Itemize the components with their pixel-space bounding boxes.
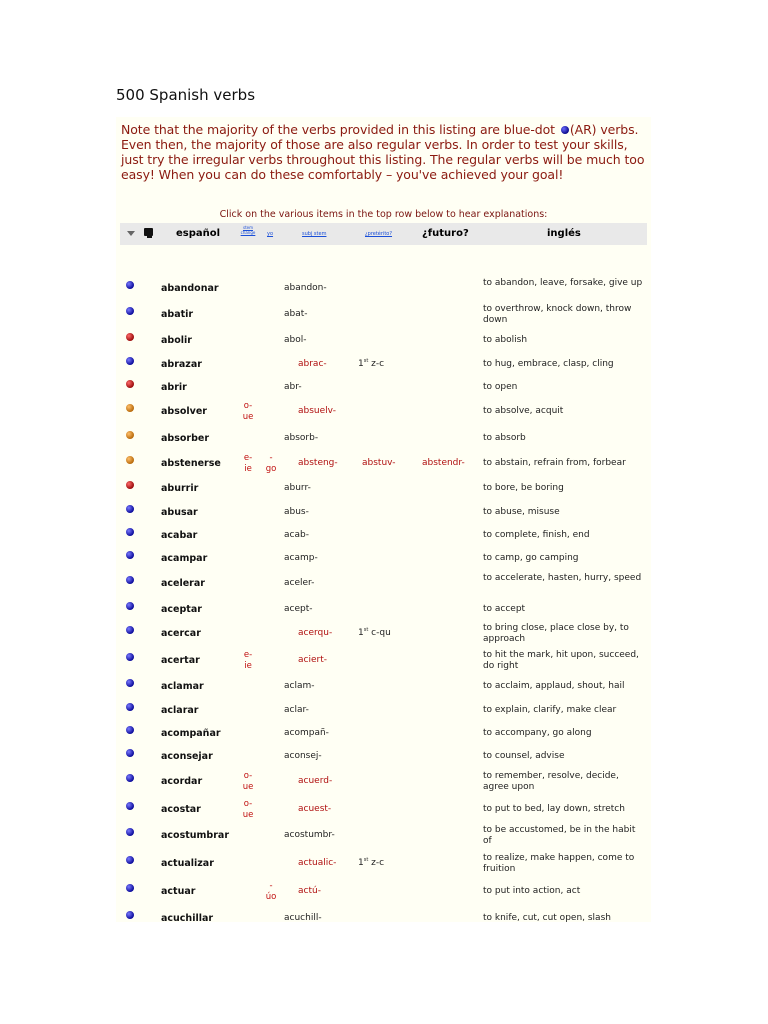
blue-dot-icon bbox=[126, 703, 134, 711]
english-meaning: to abuse, misuse bbox=[483, 507, 560, 517]
blue-dot-icon bbox=[126, 749, 134, 757]
header-subj-stem-link[interactable]: subj stem bbox=[302, 231, 327, 237]
verb-name[interactable]: acostumbrar bbox=[161, 830, 230, 841]
subj-stem: aceler- bbox=[284, 578, 315, 588]
verb-name[interactable]: actualizar bbox=[161, 858, 214, 869]
blue-dot-icon bbox=[126, 653, 134, 661]
table-row bbox=[120, 824, 647, 848]
english-meaning: to accept bbox=[483, 604, 526, 614]
red-dot-icon bbox=[126, 333, 134, 341]
table-row bbox=[120, 277, 647, 301]
english-meaning: to acclaim, applaud, shout, hail bbox=[483, 681, 625, 691]
future-stem: abstendr- bbox=[422, 458, 465, 468]
verb-name[interactable]: abrir bbox=[161, 382, 187, 393]
preterite-note: 1st z-c bbox=[358, 358, 385, 369]
preterite-stem: abstuv- bbox=[362, 458, 396, 468]
header-preterito-link[interactable]: ¿pretérito? bbox=[365, 231, 393, 237]
verb-name[interactable]: abrazar bbox=[161, 359, 202, 370]
verb-name[interactable]: absolver bbox=[161, 406, 207, 417]
english-meaning: to accompany, go along bbox=[483, 728, 592, 738]
subj-stem: absorb- bbox=[284, 433, 319, 443]
stem-change-line: e- bbox=[243, 453, 253, 463]
yo-form bbox=[265, 453, 277, 475]
english-meaning: to abstain, refrain from, forbear bbox=[483, 458, 626, 468]
stem-change bbox=[241, 799, 255, 821]
blue-dot-icon bbox=[126, 357, 134, 365]
subj-stem: abol- bbox=[284, 335, 307, 345]
stem-change bbox=[241, 401, 255, 423]
blue-dot-icon bbox=[126, 828, 134, 836]
blue-dot-icon bbox=[126, 911, 134, 919]
blue-dot-icon bbox=[126, 679, 134, 687]
monitor-icon[interactable] bbox=[144, 228, 153, 236]
table-row bbox=[120, 745, 647, 769]
ordinal-suffix: st bbox=[363, 627, 369, 633]
verb-name[interactable]: aburrir bbox=[161, 483, 199, 494]
note-text-after: (AR) verbs. Even then, the majority of those are also regular verbs. In order to test your skills, just try the irregular verbs throughout this listing. The regular verbs will be much too easy! When you can do these comfortably – you've achieved your goal! bbox=[121, 122, 645, 182]
verb-name[interactable]: aceptar bbox=[161, 604, 202, 615]
note-text-before: Note that the majority of the verbs provided in this listing are blue-dot bbox=[121, 122, 559, 137]
english-meaning: to knife, cut, cut open, slash bbox=[483, 913, 611, 923]
subj-stem: aciert- bbox=[298, 655, 327, 665]
yo-form-line: - bbox=[269, 881, 273, 891]
verb-name[interactable]: actuar bbox=[161, 886, 196, 897]
verb-name[interactable]: acelerar bbox=[161, 578, 205, 589]
ordinal-suffix: st bbox=[363, 358, 369, 364]
red-dot-icon bbox=[126, 380, 134, 388]
stem-change bbox=[241, 650, 255, 672]
subj-stem: absuelv- bbox=[298, 406, 336, 416]
table-row bbox=[120, 649, 647, 673]
subj-stem: abr- bbox=[284, 382, 302, 392]
verb-name[interactable]: acabar bbox=[161, 530, 198, 541]
blue-dot-icon bbox=[126, 505, 134, 513]
verb-name[interactable]: absorber bbox=[161, 433, 210, 444]
table-row bbox=[120, 907, 647, 931]
header-yo-link[interactable]: yo bbox=[267, 231, 274, 237]
english-meaning: to absorb bbox=[483, 433, 526, 443]
english-meaning: to absolve, acquit bbox=[483, 406, 564, 416]
yo-form-line: úo bbox=[265, 892, 277, 902]
table-row bbox=[120, 852, 647, 876]
table-row bbox=[120, 598, 647, 622]
subj-stem: acuerd- bbox=[298, 776, 333, 786]
english-meaning: to hit the mark, hit upon, succeed, do right bbox=[483, 650, 639, 671]
english-meaning: to camp, go camping bbox=[483, 553, 579, 563]
subj-stem: actú- bbox=[298, 886, 321, 896]
subj-stem: aclar- bbox=[284, 705, 309, 715]
ordinal-suffix: st bbox=[363, 857, 369, 863]
verb-listing-panel bbox=[116, 117, 651, 922]
english-meaning: to overthrow, knock down, throw down bbox=[483, 304, 632, 325]
subj-stem: acuest- bbox=[298, 804, 332, 814]
verb-name[interactable]: abusar bbox=[161, 507, 198, 518]
table-row bbox=[120, 477, 647, 501]
english-meaning: to abandon, leave, forsake, give up bbox=[483, 278, 643, 288]
table-row bbox=[120, 400, 647, 424]
subj-stem: acab- bbox=[284, 530, 309, 540]
blue-dot-icon bbox=[126, 281, 134, 289]
table-row bbox=[120, 303, 647, 327]
subj-stem: aclam- bbox=[284, 681, 315, 691]
english-meaning: to accelerate, hasten, hurry, speed bbox=[483, 573, 642, 583]
yo-form-line: - bbox=[269, 453, 273, 463]
preterite-note: 1st c-qu bbox=[358, 627, 391, 638]
blue-dot-icon bbox=[126, 626, 134, 634]
table-row bbox=[120, 547, 647, 571]
table-row bbox=[120, 798, 647, 822]
subj-stem: aburr- bbox=[284, 483, 311, 493]
subj-stem: acompañ- bbox=[284, 728, 329, 738]
english-meaning: to hug, embrace, clasp, cling bbox=[483, 359, 614, 369]
stem-change-line: ue bbox=[242, 810, 254, 820]
table-row bbox=[120, 622, 647, 646]
header-futuro[interactable]: ¿futuro? bbox=[422, 228, 469, 239]
english-meaning: to counsel, advise bbox=[483, 751, 565, 761]
subj-stem: abrac- bbox=[298, 359, 327, 369]
header-espanol[interactable]: español bbox=[176, 228, 221, 239]
subj-stem: actualic- bbox=[298, 858, 337, 868]
orange-dot-icon bbox=[126, 456, 134, 464]
blue-dot-icon bbox=[126, 856, 134, 864]
verb-name[interactable]: acordar bbox=[161, 776, 203, 787]
blue-dot-icon bbox=[126, 726, 134, 734]
stem-change-line: e- bbox=[243, 650, 253, 660]
blue-dot-icon bbox=[126, 528, 134, 536]
english-meaning: to realize, make happen, come to fruition bbox=[483, 853, 635, 874]
verb-name[interactable]: abstenerse bbox=[161, 458, 221, 469]
verb-name[interactable]: acampar bbox=[161, 553, 208, 564]
subj-stem: abus- bbox=[284, 507, 309, 517]
english-meaning: to open bbox=[483, 382, 518, 392]
table-row bbox=[120, 699, 647, 723]
verb-name[interactable]: acostar bbox=[161, 804, 201, 815]
stem-change-line: ue bbox=[242, 412, 254, 422]
table-row bbox=[120, 675, 647, 699]
stem-change-line: ie bbox=[244, 464, 252, 474]
english-meaning: to put into action, act bbox=[483, 886, 581, 896]
blue-dot-icon bbox=[126, 307, 134, 315]
table-row bbox=[120, 452, 647, 476]
verb-name[interactable]: acuchillar bbox=[161, 913, 214, 924]
stem-change-line: ue bbox=[242, 782, 254, 792]
english-meaning: to be accustomed, be in the habit of bbox=[483, 825, 636, 846]
subj-stem: abandon- bbox=[284, 283, 327, 293]
subj-stem: acerqu- bbox=[298, 628, 333, 638]
verb-name[interactable]: aclamar bbox=[161, 681, 204, 692]
stem-change-line: o- bbox=[243, 401, 253, 411]
yo-form-line: go bbox=[265, 464, 277, 474]
verb-name[interactable]: abandonar bbox=[161, 283, 219, 294]
verb-name[interactable]: abatir bbox=[161, 309, 194, 320]
table-row bbox=[120, 770, 647, 794]
english-meaning: to explain, clarify, make clear bbox=[483, 705, 617, 715]
verb-name[interactable]: acertar bbox=[161, 655, 200, 666]
orange-dot-icon bbox=[126, 431, 134, 439]
subj-stem: absteng- bbox=[298, 458, 338, 468]
play-triangle-icon[interactable] bbox=[127, 231, 135, 236]
table-row bbox=[120, 880, 647, 904]
verb-name[interactable]: acercar bbox=[161, 628, 201, 639]
blue-dot-icon bbox=[126, 602, 134, 610]
blue-dot-icon bbox=[126, 802, 134, 810]
orange-dot-icon bbox=[126, 404, 134, 412]
stem-change-line: ie bbox=[244, 661, 252, 671]
blue-dot-icon bbox=[561, 126, 569, 134]
page-title: 500 Spanish verbs bbox=[116, 86, 256, 104]
english-meaning: to complete, finish, end bbox=[483, 530, 590, 540]
verb-name[interactable]: aclarar bbox=[161, 705, 199, 716]
verb-name[interactable]: abolir bbox=[161, 335, 192, 346]
blue-dot-icon bbox=[126, 576, 134, 584]
table-row bbox=[120, 722, 647, 746]
subj-stem: acuchill- bbox=[284, 913, 322, 923]
stem-change-line: o- bbox=[243, 771, 253, 781]
intro-note bbox=[121, 122, 646, 182]
blue-dot-icon bbox=[126, 774, 134, 782]
stem-change bbox=[241, 453, 255, 475]
blue-dot-icon bbox=[126, 884, 134, 892]
table-header-row bbox=[120, 223, 647, 245]
table-row bbox=[120, 427, 647, 451]
yo-form bbox=[265, 881, 277, 903]
subj-stem: acostumbr- bbox=[284, 830, 335, 840]
table-row bbox=[120, 501, 647, 525]
english-meaning: to bore, be boring bbox=[483, 483, 564, 493]
header-ingles[interactable]: inglés bbox=[547, 228, 581, 239]
english-meaning: to put to bed, lay down, stretch bbox=[483, 804, 625, 814]
table-row bbox=[120, 524, 647, 548]
verb-name[interactable]: acompañar bbox=[161, 728, 221, 739]
subj-stem: abat- bbox=[284, 309, 308, 319]
table-row bbox=[120, 376, 647, 400]
red-dot-icon bbox=[126, 481, 134, 489]
subj-stem: aconsej- bbox=[284, 751, 322, 761]
english-meaning: to bring close, place close by, to approach bbox=[483, 623, 629, 644]
verb-name[interactable]: aconsejar bbox=[161, 751, 213, 762]
english-meaning: to remember, resolve, decide, agree upon bbox=[483, 771, 619, 792]
subj-stem: acamp- bbox=[284, 553, 318, 563]
preterite-note: 1st z-c bbox=[358, 857, 385, 868]
stem-change-line: o- bbox=[243, 799, 253, 809]
blue-dot-icon bbox=[126, 551, 134, 559]
header-stem-change-link[interactable]: stem change bbox=[240, 225, 256, 235]
stem-change bbox=[241, 771, 255, 793]
click-hint: Click on the various items in the top row below to hear explanations: bbox=[219, 209, 548, 220]
table-row bbox=[120, 353, 647, 377]
subj-stem: acept- bbox=[284, 604, 313, 614]
english-meaning: to abolish bbox=[483, 335, 528, 345]
table-row bbox=[120, 329, 647, 353]
table-row bbox=[120, 572, 647, 596]
